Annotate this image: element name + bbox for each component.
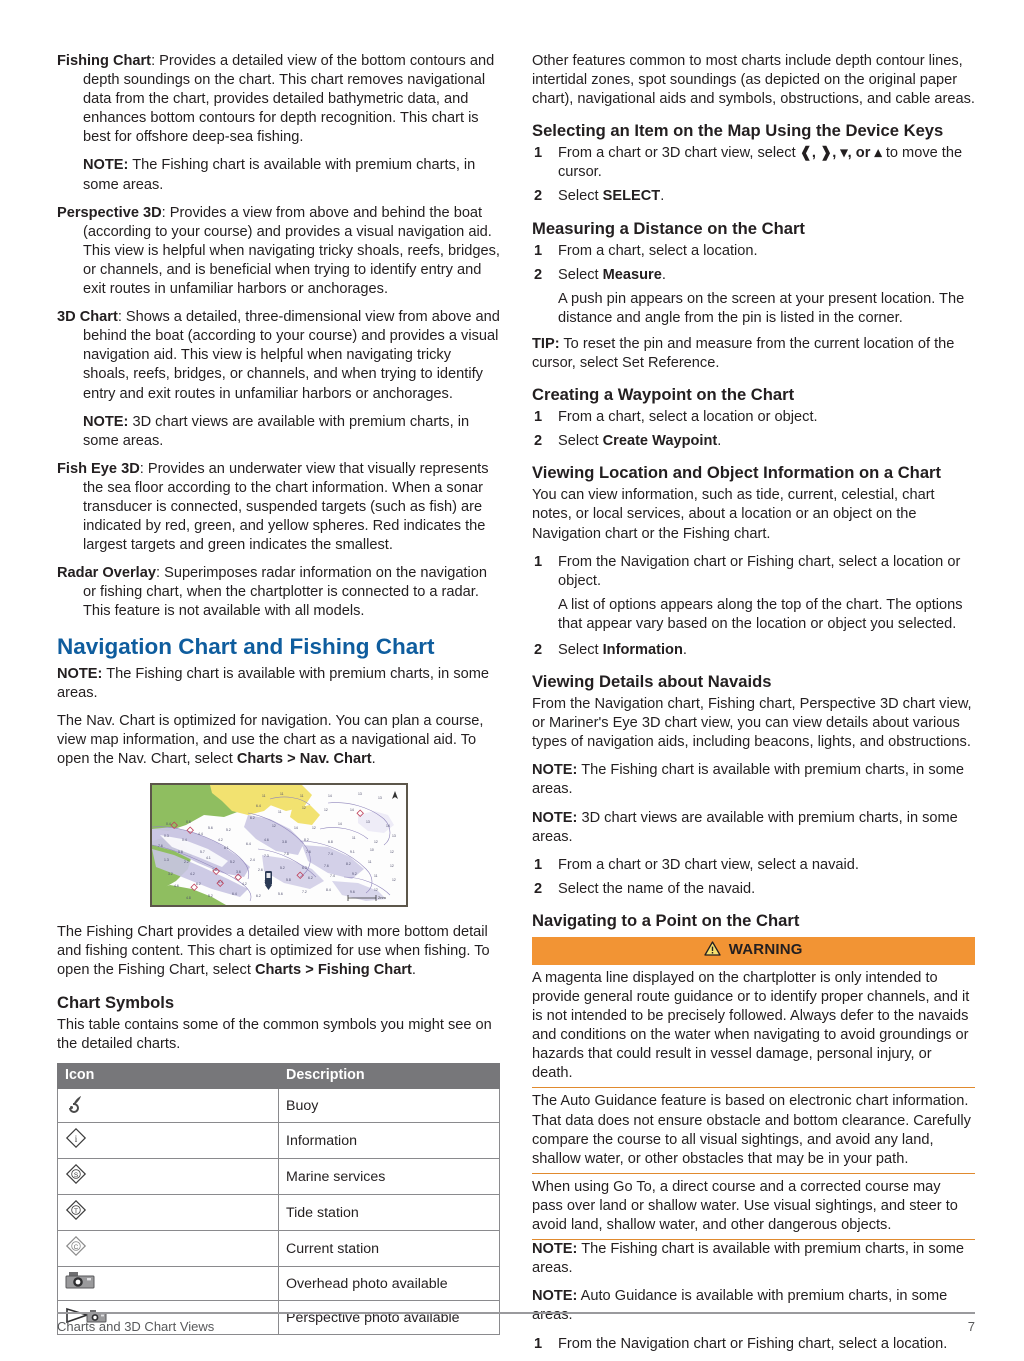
svg-text:4.6: 4.6 [263,838,269,842]
svg-text:13: 13 [377,796,382,800]
left-column [57,52,500,1359]
svg-text:12: 12 [323,808,328,812]
svg-text:9.1: 9.1 [349,850,355,854]
svg-text:8.4: 8.4 [325,888,331,892]
steps-viewing-location-part1 [532,553,975,591]
svg-text:6.4: 6.4 [245,842,251,846]
tip-set-reference [532,335,975,373]
svg-text:4.2: 4.2 [217,838,223,842]
step-item [532,641,975,660]
definition-text: : Provides a view from above and behind the boat (according to your course) and provides a visual navigation aid. This view is helpful when navigating tricky shoals, reefs, bridges, or channels, and is beneficial when trying to identify entry and exit routes in unfamiliar harbors or anchorages. [83,204,500,298]
description-cell: Current station [279,1231,500,1267]
svg-text:13: 13 [365,820,370,824]
navigation-chart-figure [57,783,500,907]
chart-image-frame [150,783,408,907]
step-item [532,144,975,182]
intro-paragraph: Other features common to most charts include depth contour lines, intertidal zones, spot soundings (as depicted on the original paper chart), navigational aids and symbols, obstructions, and cable areas. [532,53,975,108]
definition-text: : Superimposes radar information on the navigation or fishing chart, when the chartplotter is connected to a radar. This feature is not available with all models. [83,565,487,620]
step-text-end: . [661,266,666,283]
footer-row [57,1318,975,1335]
step-number: 2 [534,188,543,205]
heading-viewing-details-navaids: Viewing Details about Navaids [532,672,772,692]
svg-text:3.8: 3.8 [281,840,287,844]
column-header-description: Description [279,1064,500,1089]
note-text: Auto Guidance is available with premium charts, in some areas. [532,1288,948,1324]
footer-section-title: Charts and 3D Chart Views [57,1319,215,1334]
steps-navigating-to-a-point [532,1335,975,1354]
section-heading-navigation-chart: Navigation Chart and Fishing Chart [57,633,435,659]
heading-chart-symbols: Chart Symbols [57,993,175,1013]
step-number: 2 [534,641,543,658]
definition-perspective-3d [57,204,500,299]
step-item [532,432,975,451]
svg-text:14: 14 [337,822,342,826]
svg-text:4.8: 4.8 [185,896,191,900]
svg-text:5.7: 5.7 [199,850,205,854]
svg-text:3.6: 3.6 [235,870,241,874]
definition-text: : Provides a detailed view of the bottom contours and depth soundings on the chart. This chart removes navigational data from the chart, provides detailed bathymetric data, and enhances bottom contours for depth recognition. This chart is best for offshore deep-sea fishing. [83,53,495,146]
steps-measuring-a-distance [532,242,975,285]
svg-text:11: 11 [277,810,282,814]
heading-selecting-an-item: Selecting an Item on the Map Using the Device Keys [532,121,944,141]
svg-text:9.2: 9.2 [351,872,357,876]
definition-fish-eye-3d [57,460,500,555]
current-station-diamond-icon [65,1235,87,1262]
svg-text:2.2: 2.2 [183,860,189,864]
svg-text:12: 12 [301,806,306,810]
warning-paragraph: A magenta line displayed on the chartplotter is only intended to provide general route guidance or to identify proper channels, and it is not intended to be precisely followed. Always defer to the navaids and conditions on the water when navigating to avoid groundings or hazards that could result in vessel damage, personal injury, or death. [532,965,975,1089]
svg-text:8.2: 8.2 [345,862,351,866]
step-item [532,1335,975,1354]
svg-text:T: T [74,1208,78,1216]
step-item [532,880,975,899]
note-label: NOTE: [532,1288,578,1305]
table-row [58,1267,500,1301]
svg-text:12: 12 [389,864,394,868]
note-label: NOTE: [83,157,129,174]
svg-text:3.2: 3.2 [167,872,173,876]
nav-chart-text-end: . [371,750,376,767]
note-text: 3D chart views are available with premium charts, in some areas. [532,809,958,845]
definition-term: Fishing Chart [57,53,152,69]
definition-term: Fish Eye 3D [57,460,140,477]
note-navaids-fishing [532,761,975,799]
step-item [532,856,975,875]
svg-text:5.6: 5.6 [277,892,283,896]
definition-term: 3D Chart [57,309,118,326]
fishing-chart-text: The Fishing Chart provides a detailed view with more bottom detail and fishing content. This chart is optimized for use when fishing. To open the Fishing Chart, select [57,924,490,979]
fishing-chart-text-end: . [411,962,416,979]
svg-text:14: 14 [349,808,354,812]
svg-text:11: 11 [351,836,356,840]
definition-term: Radar Overlay [57,565,156,582]
current-station-icon-cell [58,1231,279,1267]
description-cell: Marine services [279,1159,500,1195]
svg-text:5.2: 5.2 [229,860,235,864]
svg-text:7.6: 7.6 [305,850,311,854]
svg-text:0.4: 0.4 [181,838,187,842]
svg-text:C: C [73,1244,79,1252]
chart-symbols-table [57,1063,500,1335]
svg-text:12: 12 [391,878,396,882]
right-column [532,52,975,1359]
svg-text:8.2: 8.2 [303,838,309,842]
note-label: NOTE: [83,413,129,430]
step-bold-label: Create Waypoint [602,433,718,450]
buoy-icon [65,1093,85,1118]
note-text: 3D chart views are available with premium charts, in some areas. [83,413,470,449]
step-text: From a chart or 3D chart view, select [558,145,800,162]
information-diamond-icon [65,1127,87,1154]
svg-text:4.1: 4.1 [205,856,211,860]
note-label: NOTE: [57,665,103,682]
menu-path-charts: Charts [236,750,284,767]
menu-path-fishing-chart: Fishing Chart [317,962,412,979]
definition-text: : Shows a detailed, three-dimensional view from above and behind the boat (according to your course) and provides a visual navigation aid. This view is helpful when navigating tricky shoals, reefs, bridges, or channels, and when trying to identify entry and exit routes in unfamiliar harbors or anchorages. [83,309,500,402]
tide-station-diamond-icon [65,1199,87,1226]
two-column-body [57,52,975,1359]
step-number: 1 [534,242,543,259]
step-text: Select the name of the navaid. [558,880,756,897]
svg-text:13: 13 [391,834,396,838]
svg-text:0.3: 0.3 [163,834,169,838]
marine-services-diamond-icon [65,1163,87,1190]
svg-text:11: 11 [261,794,266,798]
tip-text: To reset the pin and measure from the current location of the cursor, select Set Reference. [532,335,955,372]
footer-divider [57,1312,975,1314]
svg-text:S: S [73,1172,79,1180]
definition-3d-chart [57,308,500,403]
step-text-end: to move the cursor. [558,145,963,181]
svg-text:0.6: 0.6 [185,820,191,824]
description-cell: Information [279,1123,500,1159]
definition-term: Perspective 3D [57,204,162,221]
nav-chart-text: The Nav. Chart is optimized for navigation. You can plan a course, view map information, and use the chart as a navigational aid. To open the Nav. Chart, select [57,712,484,767]
step-text: Select [558,266,603,283]
chart-symbols-intro: This table contains some of the common symbols you might see on the detailed charts. [57,1017,492,1053]
menu-path-separator: > [301,962,318,979]
heading-creating-a-waypoint: Creating a Waypoint on the Chart [532,385,795,405]
description-cell: Buoy [279,1089,500,1123]
svg-text:13: 13 [357,792,362,796]
svg-text:11: 11 [373,874,378,878]
svg-text:12: 12 [271,824,276,828]
svg-text:10: 10 [369,848,374,852]
step-number: 1 [534,553,543,570]
fishing-chart-paragraph [57,923,500,980]
note-label: NOTE: [532,1241,578,1258]
svg-text:6.1: 6.1 [223,846,229,850]
step-number: 1 [534,856,543,873]
svg-text:14: 14 [385,824,390,828]
step-item [532,187,975,206]
step-number: 1 [534,409,543,426]
svg-text:2.4: 2.4 [249,858,255,862]
svg-text:6.4: 6.4 [255,804,261,808]
step-text: From the Navigation chart or Fishing chart, select a location. [558,1335,948,1352]
svg-text:0.4: 0.4 [165,822,171,826]
step-item [532,408,975,427]
marine-services-icon-cell [58,1159,279,1195]
warning-triangle-icon [704,943,725,960]
svg-text:5.6: 5.6 [207,826,213,830]
step-bold-label: SELECT [602,188,661,205]
svg-text:5.2: 5.2 [279,866,285,870]
svg-text:1.3: 1.3 [163,858,169,862]
steps-selecting-an-item [532,144,975,206]
definition-radar-overlay [57,564,500,621]
definition-fishing-chart [57,52,500,147]
warning-paragraph: When using Go To, a direct course and a corrected course may pass over land or shallow water. Use visual sightings, and steer to avoid land, shallow water, and other dangerous objects. [532,1174,975,1240]
step-text: Select [558,641,603,658]
step-item [532,553,975,591]
svg-text:7.6: 7.6 [323,864,329,868]
note-text: The Fishing chart is available with premium charts, in some areas. [57,665,490,701]
svg-text:2nm: 2nm [377,895,386,900]
table-row [58,1123,500,1159]
nautical-chart-illustration [152,785,406,905]
svg-text:6.2: 6.2 [195,882,201,886]
step-item [532,242,975,261]
step-bold-label: Information [602,641,683,658]
device-key-glyphs: ❰, ❱, ▾, or ▴ [799,145,882,162]
svg-text:14: 14 [327,794,332,798]
step-text: From the Navigation chart or Fishing chart, select a location or object. [558,553,961,589]
step-text: Select [558,188,603,205]
buoy-icon-cell [58,1089,279,1123]
steps-viewing-location-part2 [532,641,975,660]
note-text: The Fishing chart is available with premium charts, in some areas. [532,1241,965,1277]
svg-text:11: 11 [279,792,284,796]
svg-text:5.2: 5.2 [225,828,231,832]
svg-text:7.4: 7.4 [327,852,333,856]
menu-path-nav-chart: Nav. Chart [299,750,372,767]
step-number: 2 [534,880,543,897]
heading-measuring-a-distance: Measuring a Distance on the Chart [532,218,805,238]
step-text-end: . [682,641,687,658]
heading-viewing-location-object-info: Viewing Location and Object Information on a Chart [532,463,942,483]
description-cell: Overhead photo available [279,1267,500,1301]
svg-text:5.4: 5.4 [217,880,223,884]
step-text: Select [558,433,603,450]
svg-text:6.2: 6.2 [255,894,261,898]
page-footer [57,1312,975,1335]
note-3d-chart [57,413,500,451]
svg-text:12: 12 [311,826,316,830]
overhead-photo-camera-icon [65,1271,99,1296]
step-item [532,266,975,285]
step-text: From a chart, select a location or object. [558,409,818,426]
description-cell: Perspective photo available [279,1301,500,1335]
svg-text:4.2: 4.2 [241,882,247,886]
svg-text:5.2: 5.2 [207,894,213,898]
footer-page-number: 7 [967,1319,975,1334]
svg-text:4.2: 4.2 [189,872,195,876]
overhead-photo-icon-cell [58,1267,279,1301]
table-row [58,1089,500,1123]
note-fishing-chart [57,156,500,194]
table-row [58,1159,500,1195]
note-navigation-chart [57,665,500,703]
substep-options-list: A list of options appears along the top of the chart. The options that appear vary based on the location or object you selected. [558,596,963,632]
note-text: The Fishing chart is available with premium charts, in some areas. [532,762,965,798]
svg-text:7.2: 7.2 [301,890,307,894]
tide-station-icon-cell [58,1195,279,1231]
svg-text:14: 14 [293,826,298,830]
warning-paragraph: The Auto Guidance feature is based on electronic chart information. That data does not ensure obstacle and bottom clearance. Carefully compare the course to all visual sightings, and avoid any land, shallow water, or other obstacles that may be in your path. [532,1088,975,1173]
note-label: NOTE: [532,762,578,779]
heading-navigating-to-a-point: Navigating to a Point on the Chart [532,910,800,930]
tip-label: TIP: [532,335,560,352]
svg-text:9.6: 9.6 [349,890,355,894]
svg-text:6.4: 6.4 [231,892,237,896]
step-text: From a chart or 3D chart view, select a navaid. [558,856,859,873]
menu-path-charts: Charts [254,962,302,979]
svg-text:7.6: 7.6 [157,844,163,848]
step-text: From a chart, select a location. [558,242,758,259]
step-number: 1 [534,145,543,162]
viewing-location-paragraph: You can view information, such as tide, current, celestial, chart notes, or local services, about a location or an object on the Navigation chart or the Fishing chart. [532,487,935,542]
svg-text:7.3: 7.3 [263,854,269,858]
note-navaids-3d [532,809,975,847]
warning-label: WARNING [728,940,803,958]
note-text: The Fishing chart is available with premium charts, in some areas. [83,157,476,193]
svg-text:4.6: 4.6 [173,884,179,888]
description-cell: Tide station [279,1195,500,1231]
step-text-end: . [660,188,665,205]
svg-text:12: 12 [373,840,378,844]
svg-text:3.8: 3.8 [211,868,217,872]
svg-text:5.8: 5.8 [285,878,291,882]
svg-text:6.2: 6.2 [307,876,313,880]
definition-text: : Provides an underwater view that visually represents the sea floor according to the chart information. When a sonar transducer is connected, suspended targets (such as fish) are indicated by red, green, and yellow spheres. Red indicates the largest targets and green indicates the smallest. [83,460,489,554]
svg-text:5.8: 5.8 [177,850,183,854]
information-icon-cell [58,1123,279,1159]
warning-banner [532,937,975,965]
nav-chart-paragraph [57,712,500,769]
table-header-row [58,1064,500,1089]
steps-viewing-navaids [532,856,975,899]
svg-text:7.8: 7.8 [283,852,289,856]
svg-text:2.6: 2.6 [257,868,263,872]
menu-path-separator: > [283,750,300,767]
step-text-end: . [717,433,722,450]
svg-text:i: i [74,1134,78,1145]
svg-text:6.3: 6.3 [301,866,307,870]
note-after-warning-fishing [532,1240,975,1278]
navaids-paragraph: From the Navigation chart, Fishing chart, Perspective 3D chart view, or Mariner's Eye 3D chart view, you can view details about various types of navigation aids, including beacons, lights, and obstructions. [532,696,972,751]
svg-text:11: 11 [299,794,304,798]
svg-text:6.8: 6.8 [327,840,333,844]
table-row [58,1231,500,1267]
column-header-icon: Icon [58,1064,279,1089]
steps-creating-a-waypoint [532,408,975,451]
step-number: 1 [534,1335,543,1352]
step-number: 2 [534,433,543,450]
svg-text:11: 11 [367,860,372,864]
substep-push-pin: A push pin appears on the screen at your present location. The distance and angle from the pin is listed in the corner. [558,290,965,326]
svg-text:4.4: 4.4 [197,832,203,836]
step-number: 2 [534,266,543,283]
step-bold-label: Measure [602,266,662,283]
note-label: NOTE: [532,809,578,826]
svg-text:7.4: 7.4 [329,874,335,878]
svg-text:6.2: 6.2 [249,816,255,820]
svg-text:12: 12 [373,888,378,892]
table-row [58,1195,500,1231]
svg-text:12: 12 [389,850,394,854]
